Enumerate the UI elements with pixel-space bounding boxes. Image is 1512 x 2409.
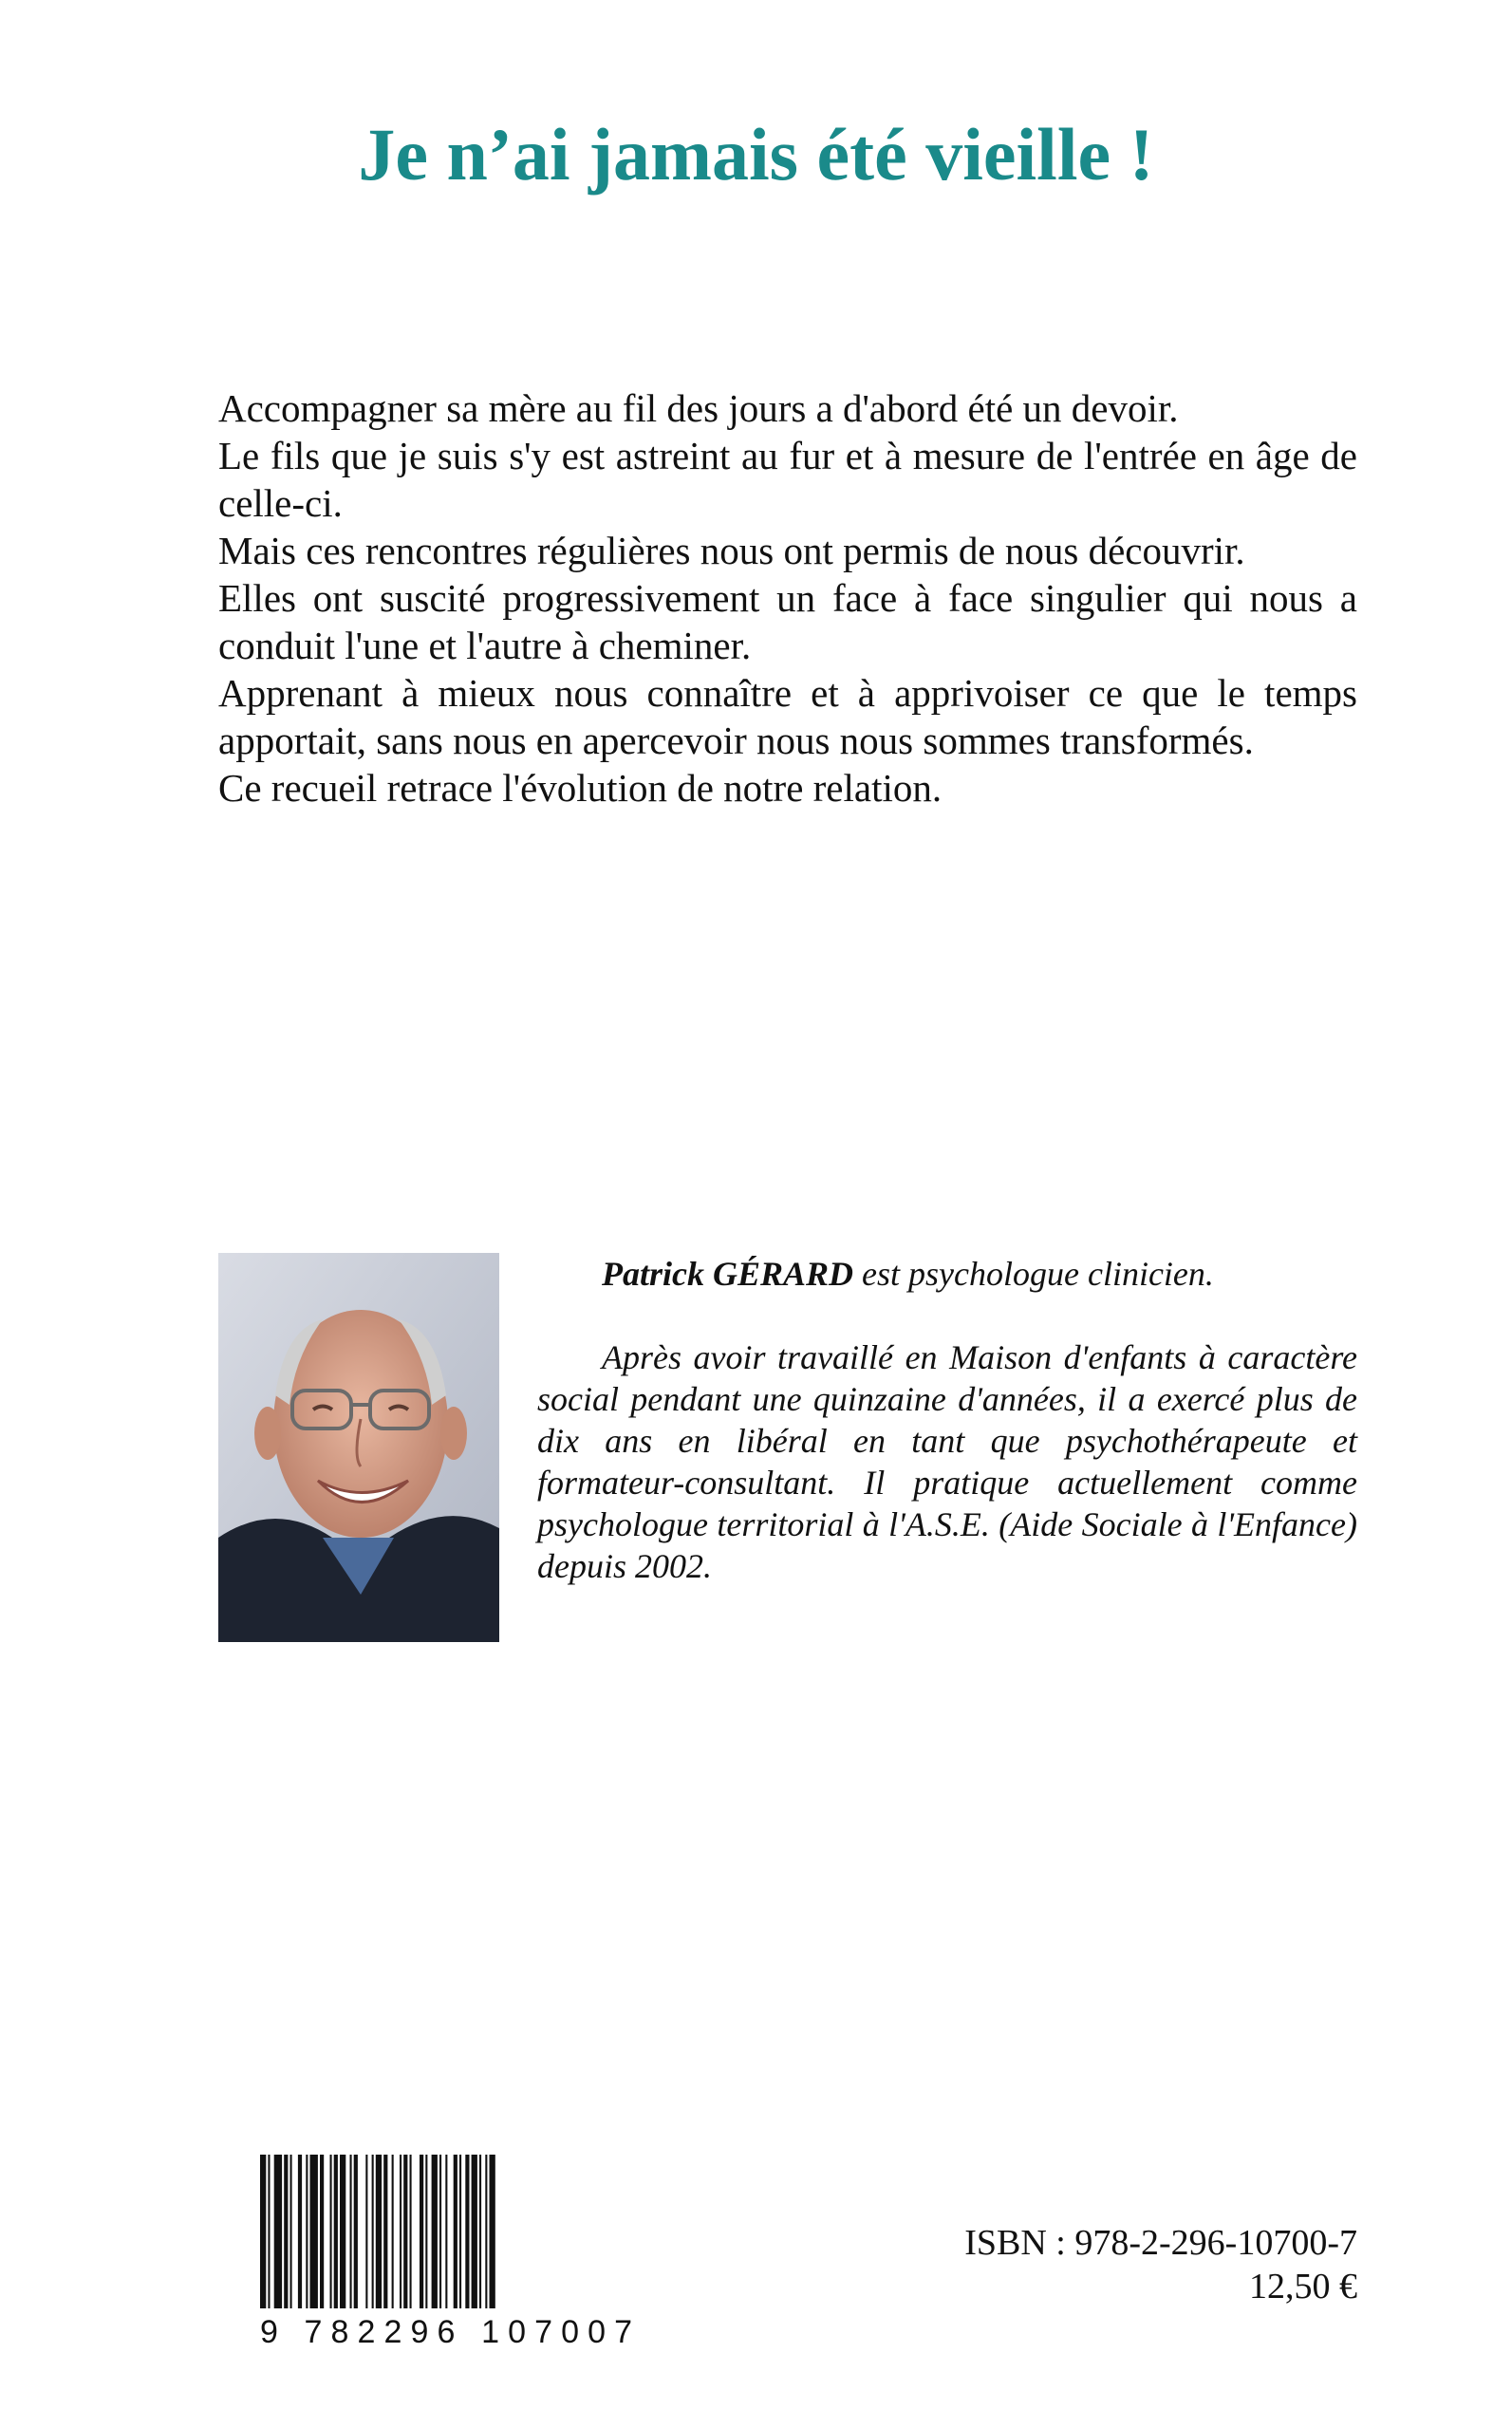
author-name: Patrick GÉRARD: [602, 1255, 854, 1293]
barcode-bar: [298, 2155, 302, 2308]
barcode-bar: [410, 2155, 412, 2308]
barcode-bar: [445, 2155, 447, 2308]
barcode-bar: [354, 2155, 358, 2308]
barcode-bar: [403, 2155, 407, 2308]
barcode-bar: [465, 2155, 469, 2308]
barcode-bar: [334, 2155, 338, 2308]
author-bio: [537, 1253, 1357, 1587]
barcode-bar: [290, 2155, 292, 2308]
barcode-bar: [372, 2155, 374, 2308]
barcode-bar: [479, 2155, 481, 2308]
barcode-bar: [425, 2155, 427, 2308]
barcode-bar: [330, 2155, 332, 2308]
book-title: Je n’ai jamais été vieille !: [358, 113, 1154, 196]
barcode-bar: [306, 2155, 308, 2308]
blurb-paragraph: Accompagner sa mère au fil des jours a d'abord été un devoir.: [218, 386, 1179, 430]
author-role: est psychologue clinicien.: [853, 1255, 1214, 1293]
barcode-bar: [420, 2155, 423, 2308]
blurb-paragraph: Ce recueil retrace l'évolution de notre relation.: [218, 766, 943, 810]
barcode-bar: [310, 2155, 318, 2308]
barcode-bar: [383, 2155, 387, 2308]
author-photo: [218, 1253, 499, 1642]
barcode-bar: [490, 2155, 495, 2308]
barcode-bar: [439, 2155, 441, 2308]
author-intro: [537, 1253, 1357, 1295]
barcode-bar: [340, 2155, 345, 2308]
back-cover-blurb: [218, 384, 1357, 812]
blurb-paragraph: Elles ont suscité progressivement un face à face singulier qui nous a conduit l'une et l'autre à cheminer.: [218, 576, 1357, 667]
barcode-bar: [260, 2155, 266, 2308]
barcode-bar: [268, 2155, 270, 2308]
barcode-bar: [274, 2155, 282, 2308]
barcode-bar: [365, 2155, 367, 2308]
isbn-barcode: [256, 2155, 636, 2349]
price: 12,50 €: [1249, 2267, 1357, 2306]
author-portrait-illustration: [218, 1253, 499, 1642]
blurb-paragraph: Le fils que je suis s'y est astreint au fur et à mesure de l'entrée en âge de celle-ci.: [218, 434, 1357, 525]
barcode-digits: 9 782296 107007: [260, 2314, 632, 2349]
barcode-bar: [472, 2155, 477, 2308]
barcode-bar: [485, 2155, 487, 2308]
barcode-bar: [320, 2155, 324, 2308]
barcode-bar: [400, 2155, 401, 2308]
barcode-bar: [350, 2155, 352, 2308]
barcode-bar: [376, 2155, 382, 2308]
author-biography: Après avoir travaillé en Maison d'enfants à caractère social pendant une quinzaine d'années, il a exercé plus de dix ans en libéral en tant que psychothérapeute et formateur-consultant. Il pratique actuellement comme psychologue territorial à l'A.S.E. (Aide Sociale à l'Enfance) depuis 2002.: [537, 1338, 1357, 1585]
barcode-bar: [454, 2155, 457, 2308]
barcode-bar: [432, 2155, 438, 2308]
blurb-paragraph: Apprenant à mieux nous connaître et à apprivoiser ce que le temps apportait, sans nous en apercevoir nous nous sommes transformés.: [218, 671, 1357, 762]
barcode-bar: [459, 2155, 461, 2308]
isbn-number: ISBN : 978-2-296-10700-7: [964, 2223, 1357, 2263]
barcode-bar: [284, 2155, 288, 2308]
isbn-block: [964, 2221, 1357, 2308]
barcode-bar: [392, 2155, 394, 2308]
blurb-paragraph: Mais ces rencontres régulières nous ont permis de nous découvrir.: [218, 529, 1245, 572]
